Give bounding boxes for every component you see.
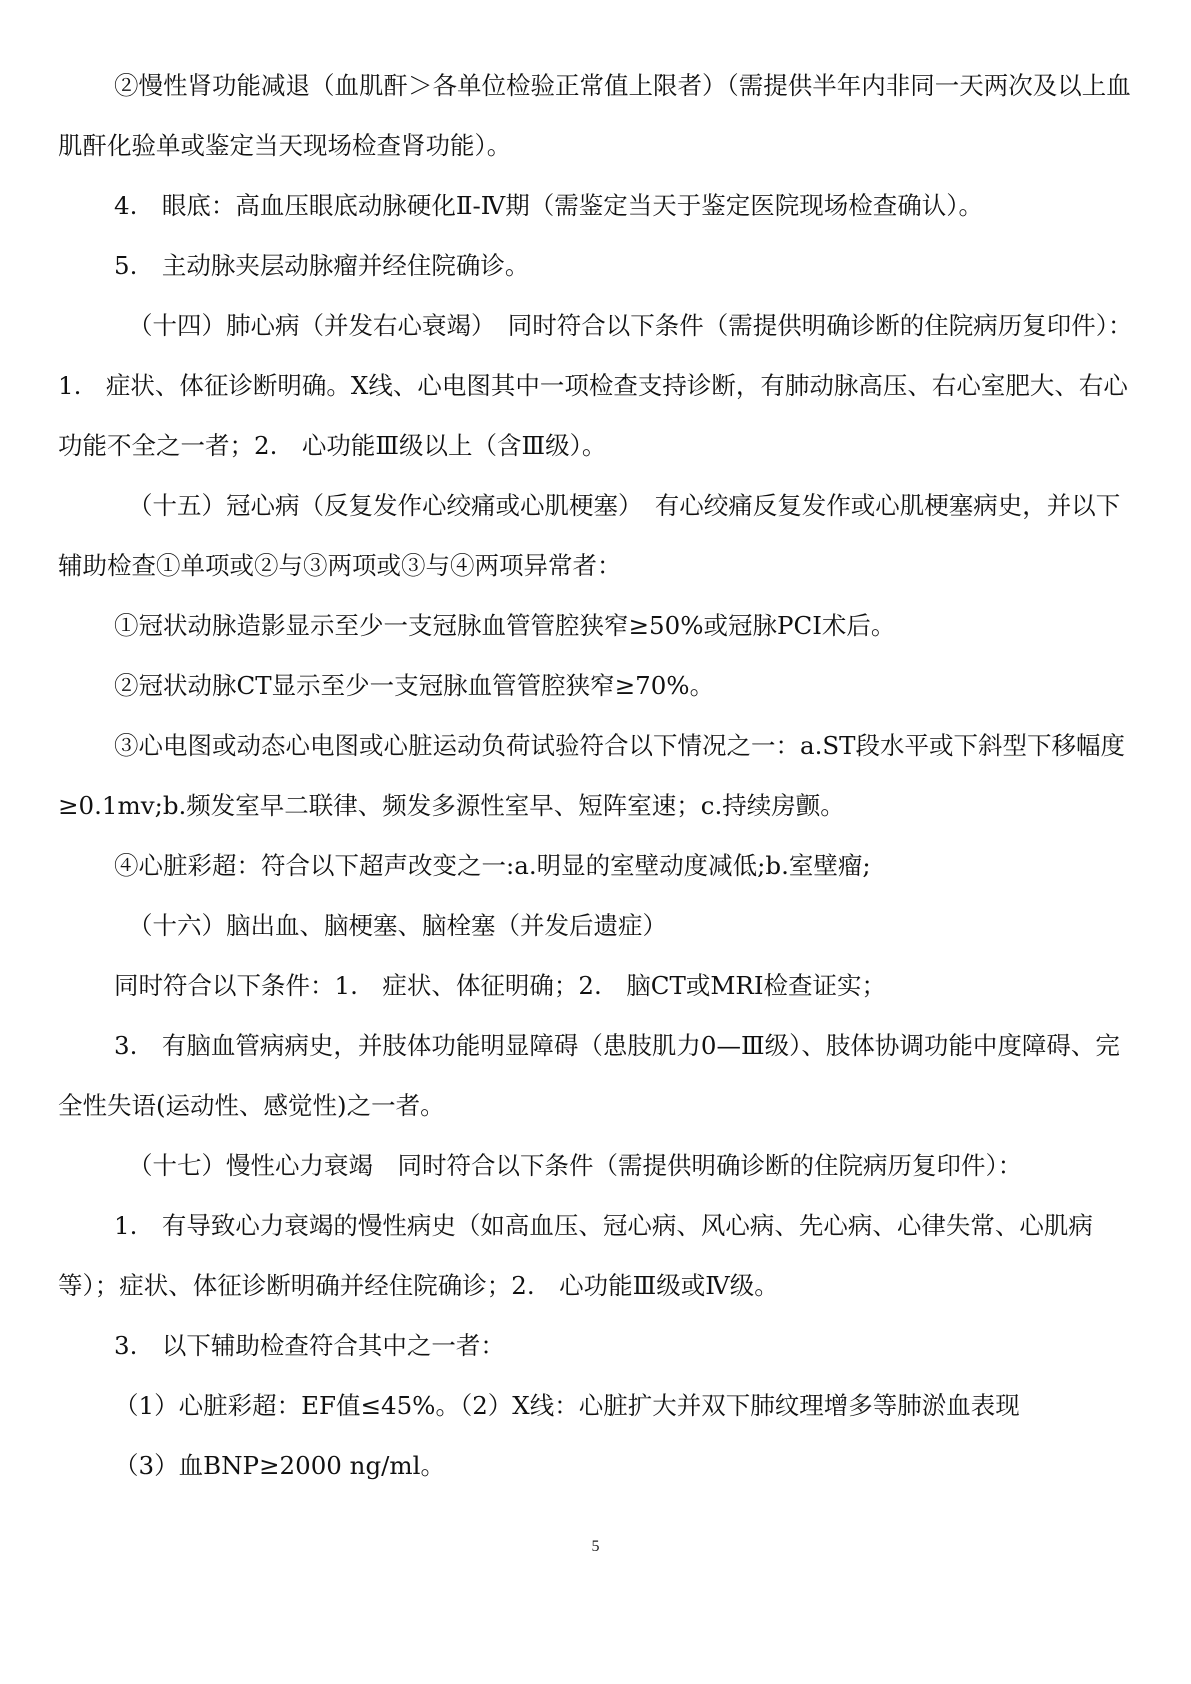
paragraph-cerebral-conditions: 同时符合以下条件：1. 症状、体征明确；2. 脑CT或MRI检查证实； — [114, 971, 887, 1000]
paragraph-echocardiography: ④心脏彩超：符合以下超声改变之一:a.明显的室壁动度减低;b.室壁瘤; — [114, 851, 871, 880]
document-body — [58, 56, 1138, 1496]
paragraph-aortic-dissection: 5. 主动脉夹层动脉瘤并经住院确诊。 — [114, 251, 530, 280]
paragraph-coronary-ct: ②冠状动脉CT显示至少一支冠脉血管管腔狭窄≥70%。 — [114, 671, 715, 700]
paragraph-bnp: （3）血BNP≥2000 ng/ml。 — [114, 1451, 445, 1480]
paragraph-echo-xray: （1）心脏彩超：EF值≤45%。（2）X线：心脏扩大并双下肺纹理增多等肺淤血表现 — [114, 1391, 1020, 1420]
paragraph-auxiliary-exams: 3. 以下辅助检查符合其中之一者： — [114, 1331, 505, 1360]
paragraph-chronic-heart-failure: （十七）慢性心力衰竭 同时符合以下条件（需提供明确诊断的住院病历复印件）： — [128, 1151, 1023, 1180]
paragraph-heart-failure-history: 1. 有导致心力衰竭的慢性病史（如高血压、冠心病、风心病、先心病、心律失常、心肌病等）；症状、体征诊断明确并经住院确诊；2. 心功能Ⅲ级或Ⅳ级。 — [58, 1211, 1093, 1300]
paragraph-chronic-renal: ②慢性肾功能减退（血肌酐＞各单位检验正常值上限者）（需提供半年内非同一天两次及以上血肌酐化验单或鉴定当天现场检查肾功能）。 — [58, 71, 1131, 160]
paragraph-ecg: ③心电图或动态心电图或心脏运动负荷试验符合以下情况之一：a.ST段水平或下斜型下移幅度≥0.1mv;b.频发室早二联律、频发多源性室早、短阵室速；c.持续房颤。 — [58, 731, 1126, 820]
paragraph-coronary-heart: （十五）冠心病（反复发作心绞痛或心肌梗塞） 有心绞痛反复发作或心肌梗塞病史，并以下辅助检查①单项或②与③两项或③与④两项异常者： — [58, 491, 1121, 580]
paragraph-coronary-angiography: ①冠状动脉造影显示至少一支冠脉血管管腔狭窄≥50%或冠脉PCI术后。 — [114, 611, 896, 640]
page-number: 5 — [591, 1538, 600, 1555]
paragraph-fundus: 4. 眼底：高血压眼底动脉硬化Ⅱ-Ⅳ期（需鉴定当天于鉴定医院现场检查确认）。 — [114, 191, 984, 220]
paragraph-cerebrovascular-history: 3. 有脑血管病病史，并肢体功能明显障碍（患肢肌力0—Ⅲ级）、肢体协调功能中度障碍、完全性失语(运动性、感觉性)之一者。 — [58, 1031, 1120, 1120]
paragraph-cerebral-hemorrhage: （十六）脑出血、脑梗塞、脑栓塞（并发后遗症） — [128, 911, 667, 940]
paragraph-pulmonary-heart: （十四）肺心病（并发右心衰竭） 同时符合以下条件（需提供明确诊断的住院病历复印件）：1. 症状、体征诊断明确。X线、心电图其中一项检查支持诊断，有肺动脉高压、右心室肥大、右心功能不全之一者；2. 心功能Ⅲ级以上（含Ⅲ级）。 — [58, 311, 1133, 460]
